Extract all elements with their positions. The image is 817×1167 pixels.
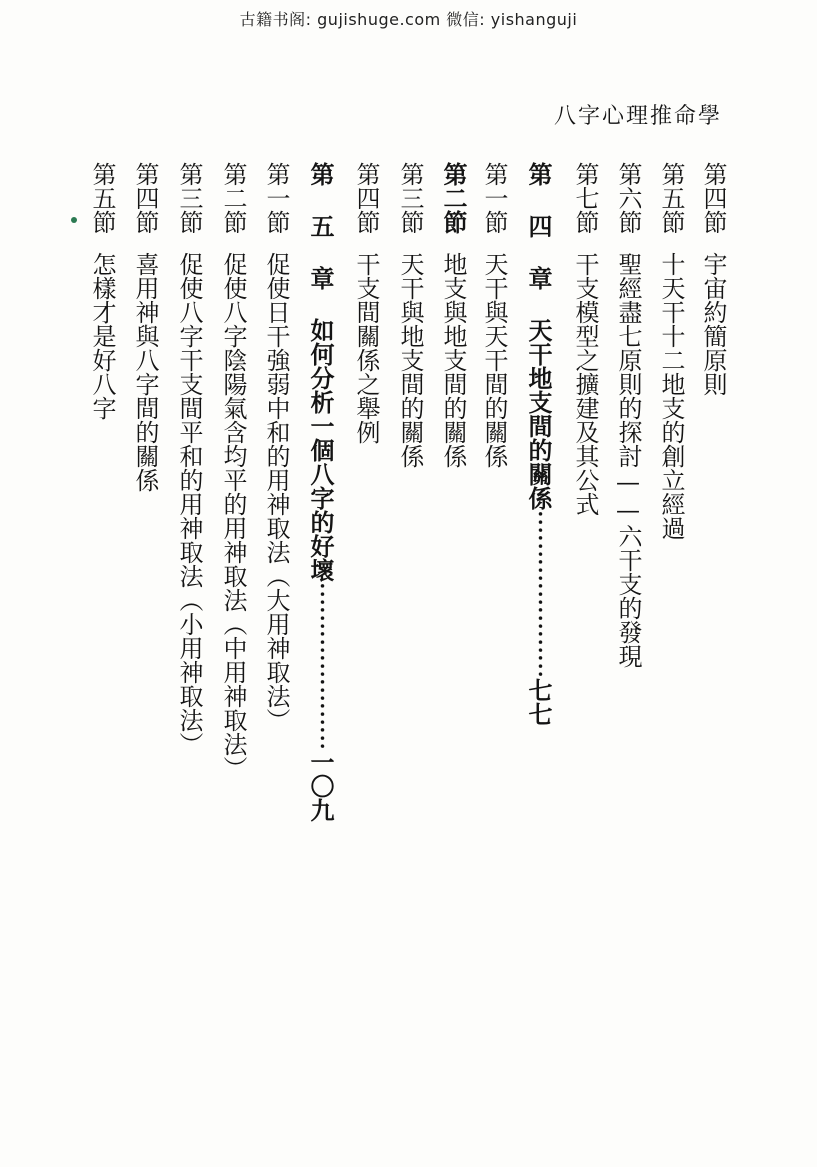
section-title: 天干與天干間的關係: [480, 252, 508, 468]
toc-entry[interactable]: [651, 162, 691, 540]
section-number: 第二節: [219, 162, 247, 234]
section-title: 地支與地支間的關係: [439, 252, 467, 468]
section-number: 第四節: [699, 162, 727, 234]
section-number: 第三節: [396, 162, 424, 234]
section-number: 第一節: [480, 162, 508, 234]
chapter-title: 天干地支間的關係: [524, 318, 553, 510]
dot-leader: ⋯⋯⋯⋯⋯⋯⋯: [306, 582, 335, 750]
toc-entry[interactable]: [82, 162, 122, 420]
page-number: 一〇九: [306, 750, 335, 822]
section-title: 干支間關係之舉例: [352, 252, 380, 444]
toc-entry[interactable]: [693, 162, 733, 396]
section-title: 促使八字干支間平和的用神取法︵小用神取法︶: [175, 252, 203, 756]
section-number: 第五節: [88, 162, 116, 234]
chapter-entry[interactable]: [300, 162, 340, 822]
toc-entry[interactable]: [256, 162, 296, 732]
chapter-title: 如何分析一個八字的好壞: [306, 318, 335, 582]
section-title: 喜用神與八字間的關係: [131, 252, 159, 492]
toc-entry[interactable]: [169, 162, 209, 756]
chapter-number: 第四章: [524, 162, 553, 318]
section-title: 宇宙約簡原則: [699, 252, 727, 396]
toc-entry[interactable]: [125, 162, 165, 492]
section-number: 第一節: [262, 162, 290, 234]
toc-entry[interactable]: [433, 162, 473, 468]
section-number: 第二節: [439, 162, 468, 234]
section-title: 聖經盡七原則的探討——六干支的發現: [614, 252, 642, 668]
section-number: 第四節: [131, 162, 159, 234]
chapter-number: 第五章: [306, 162, 335, 318]
section-number: 第三節: [175, 162, 203, 234]
toc-entry[interactable]: [474, 162, 514, 468]
dot-leader: ⋯⋯⋯⋯⋯⋯⋯: [524, 510, 553, 678]
toc-entry[interactable]: [390, 162, 430, 468]
section-number: 第五節: [657, 162, 685, 234]
running-head: 八字心理推命學: [553, 104, 722, 129]
ink-speck: [71, 217, 77, 223]
toc-entry[interactable]: [346, 162, 386, 444]
section-title: 干支模型之擴建及其公式: [571, 252, 599, 516]
section-title: 促使八字陰陽氣含均平的用神取法︵中用神取法︶: [219, 252, 247, 780]
section-number: 第七節: [571, 162, 599, 234]
toc-entry[interactable]: [608, 162, 648, 668]
page-number: 七七: [524, 678, 553, 726]
section-title: 怎樣才是好八字: [88, 252, 116, 420]
section-number: 第六節: [614, 162, 642, 234]
section-title: 天干與地支間的關係: [396, 252, 424, 468]
watermark-text: 古籍书阁: gujishuge.com 微信: yishanguji: [239, 10, 578, 29]
chapter-entry[interactable]: [518, 162, 558, 726]
toc-entry[interactable]: [213, 162, 253, 780]
section-title: 促使日干強弱中和的用神取法︵大用神取法︶: [262, 252, 290, 732]
section-title: 十天干十二地支的創立經過: [657, 252, 685, 540]
section-number: 第四節: [352, 162, 380, 234]
toc-entry[interactable]: [565, 162, 605, 516]
